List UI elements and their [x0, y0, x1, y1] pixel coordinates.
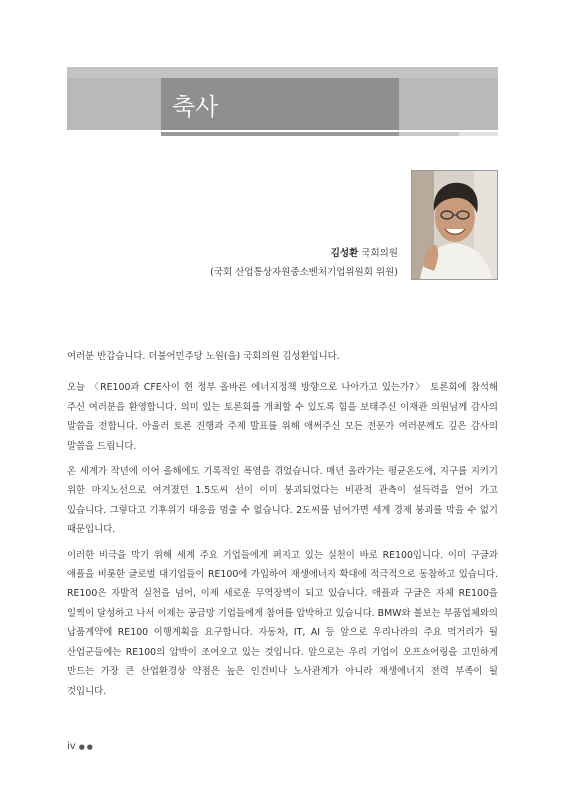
paragraph-re100: 이러한 비극을 막기 위해 세계 주요 기업들에게 퍼지고 있는 실천이 바로 RE100입니다. 이미 구글과 애플을 비롯한 글로벌 대기업들이 RE100에 가입하여 재생에너지 확대에 적극적으로 동참하고 있습니다. RE100은 자발적 실천을 넘어, 이제 새로운 무역장벽이 되고 있습니다. 애플과 구글은 자체 RE100을 일찍이 달성하고 나서 이제는 공급망 기업들에게 참여를 압박하고 있습니다. BMW와 볼보는 부품업체와의 납품계약에 RE100 이행계획을 요구합니다. 자동차, IT, AI 등 앞으로 우리나라의 주요 먹거리가 될 산업군들에는 RE100의 압박이 조여오고 있는 것입니다. 앞으로는 우리 기업이 오프쇼어링을 고민하게 만드는 가장 큰 산업환경상 약점은 높은 인건비나 노사관계가 아니라 재생에너지 전력 부족이 될 것입니다.	[67, 549, 498, 697]
section-title: 축사	[172, 93, 219, 121]
header-band-right	[399, 78, 498, 130]
speaker-name-line	[210, 244, 398, 263]
speech-body	[67, 347, 498, 707]
header-band-top	[67, 67, 498, 78]
paragraph-greeting: 여러분 반갑습니다. 더불어민주당 노원(을) 국회의원 김성환입니다.	[67, 351, 340, 362]
paragraph-climate: 온 세계가 작년에 이어 올해에도 기록적인 폭염을 겪었습니다. 매년 올라가는 평균온도에, 지구를 지키기 위한 마지노선으로 여겨졌던 1.5도씨 선이 이미 붕괴되었다는 비관적 관측이 설득력을 얻어 가고 있습니다. 그렇다고 기후위기 대응을 멈출 수 없습니다. 2도씨를 넘어가면 세계 경제 붕괴를 막을 수 없기 때문입니다.	[67, 466, 498, 536]
speaker-name: 김성환	[330, 248, 359, 259]
speaker-role: 국회의원	[361, 248, 398, 259]
speaker-affiliation: (국회 산업통상자원중소벤처기업위원회 위원)	[210, 267, 398, 278]
header-strip-mid	[399, 132, 459, 136]
header-band-left	[67, 78, 161, 130]
speaker-byline	[210, 244, 398, 282]
speaker-portrait-photo	[411, 170, 498, 280]
header-strip-dark	[161, 132, 399, 136]
paragraph-welcome: 오늘 〈RE100과 CFE사이 현 정부 올바른 에너지정책 방향으로 나아가고 있는가?〉 토론회에 참석해 주신 여러분을 환영합니다. 의미 있는 토론회를 개최할 수 있도록 힘을 보태주신 이재관 의원님께 감사의 말씀을 전합니다. 아울러 토론 진행과 주제 발표를 위해 애써주신 모든 전문가 여러분께도 깊은 감사의 말씀을 드립니다.	[67, 382, 498, 452]
footer-dots: ●●	[78, 743, 95, 751]
page-footer	[67, 741, 95, 752]
page-number: iv	[67, 741, 76, 752]
header-strip-light	[459, 132, 498, 136]
